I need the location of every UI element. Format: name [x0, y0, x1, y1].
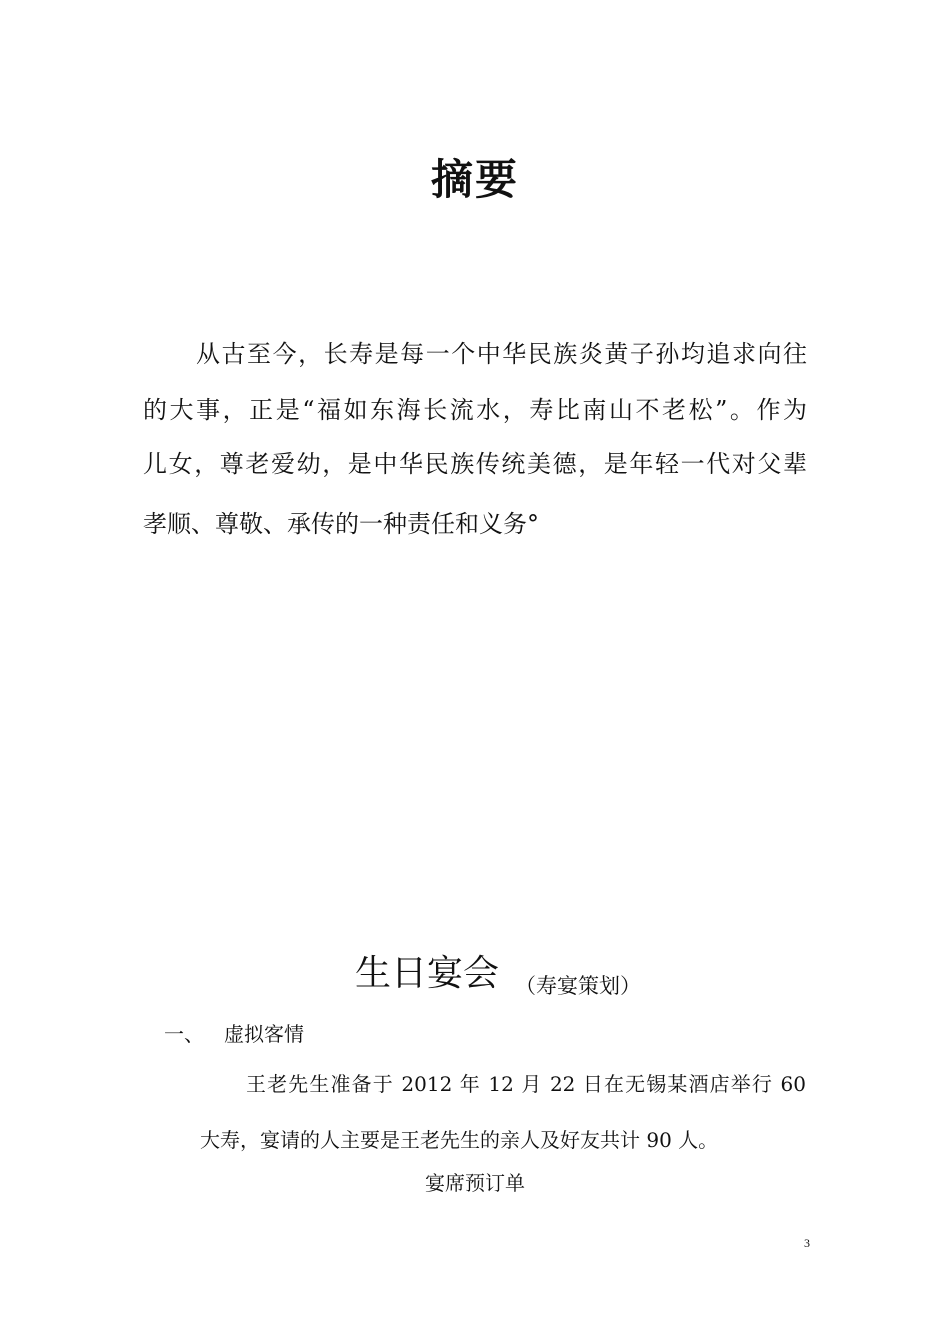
section-1-heading [164, 1020, 304, 1048]
section-1-title: 虚拟客情 [224, 1022, 304, 1046]
section-1-number: 一、 [164, 1022, 204, 1046]
abstract-title: 摘要 [430, 155, 519, 204]
banquet-heading: 生日宴会 [355, 953, 500, 994]
section-1-line-1: 王老先生准备于 2012 年 12 月 22 日在无锡某酒店举行 60 [246, 1072, 806, 1096]
abstract-line-1: 从古至今，长寿是每一个中华民族炎黄子孙均追求向往 [196, 340, 807, 368]
section-1-line-2: 大寿，宴请的人主要是王老先生的亲人及好友共计 90 人。 [200, 1128, 719, 1152]
page-number: 3 [804, 1236, 810, 1250]
order-form-label: 宴席预订单 [425, 1171, 525, 1195]
abstract-line-4: 孝顺、尊敬、承传的一种责任和义务° [143, 510, 539, 538]
banquet-subheading: （寿宴策划） [515, 974, 641, 998]
abstract-line-2: 的大事，正是“福如东海长流水，寿比南山不老松”。作为 [143, 396, 807, 424]
abstract-line-3: 儿女，尊老爱幼，是中华民族传统美德，是年轻一代对父辈 [143, 450, 807, 478]
